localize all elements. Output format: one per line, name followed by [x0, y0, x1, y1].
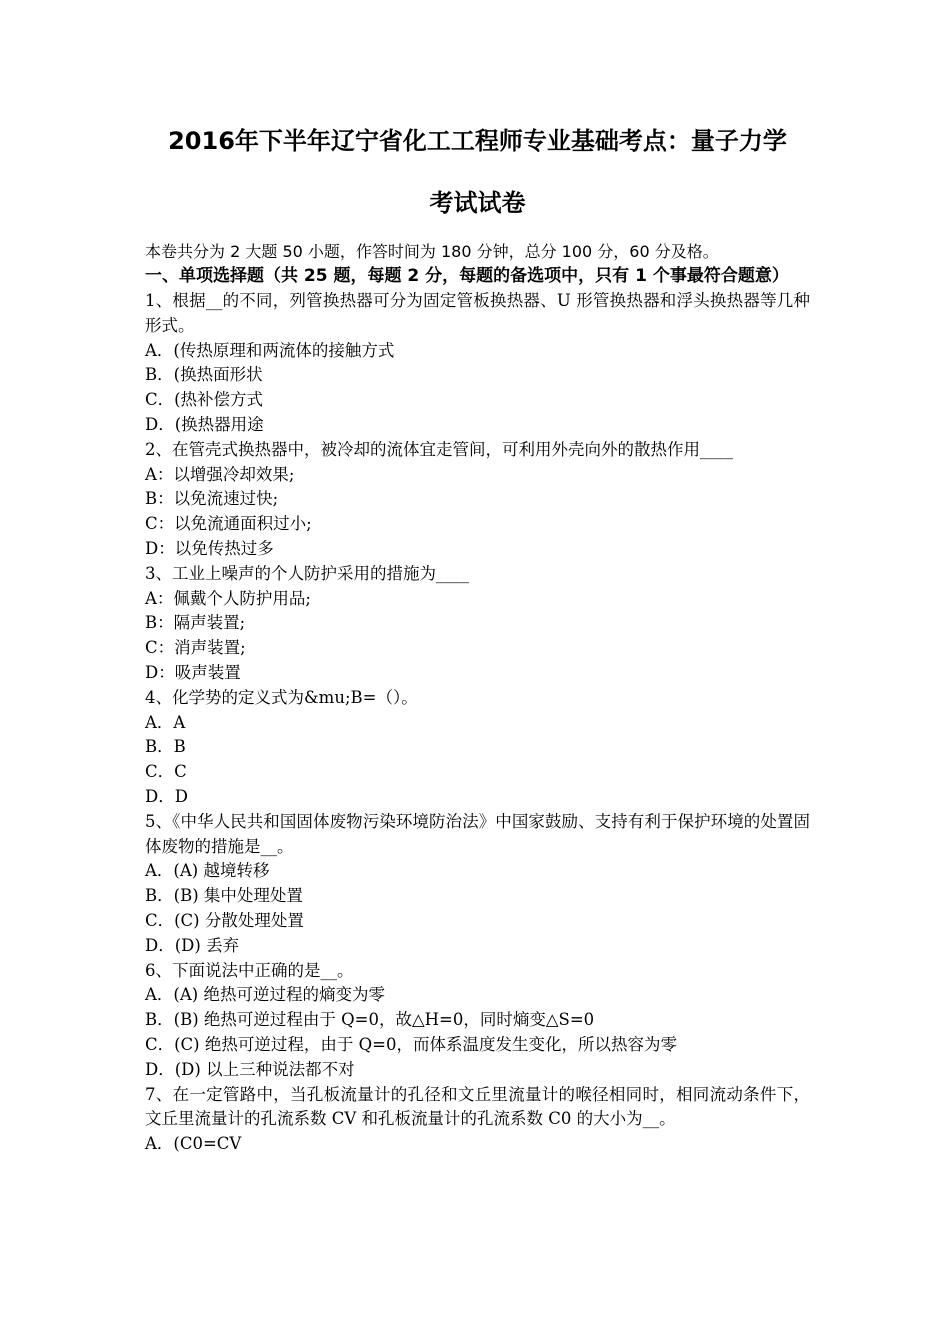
question-text: 7、在一定管路中，当孔板流量计的孔径和文丘里流量计的喉径相同时，相同流动条件下，文丘里流量计的孔流系数 CV 和孔板流量计的孔流系数 C0 的大小为__。 — [145, 1084, 810, 1129]
answer-option: A：佩戴个人防护用品; — [145, 588, 311, 608]
question-text: 1、根据__的不同，列管换热器可分为固定管板换热器、U 形管换热器和浮头换热器等几种形式。 — [145, 291, 810, 335]
question-list — [145, 289, 810, 1157]
title-line-2: 考试试卷 — [429, 189, 526, 217]
document-page — [145, 113, 810, 1157]
answer-option: B．B — [145, 737, 186, 757]
answer-option: C．(C) 绝热可逆过程，由于 Q=0，而体系温度发生变化，所以热容为零 — [145, 1034, 677, 1054]
answer-option: C：消声装置; — [145, 638, 246, 658]
question-text: 4、化学势的定义式为&mu;B=（）。 — [145, 687, 418, 707]
question-item — [145, 810, 810, 959]
answer-option: C．(热补偿方式 — [145, 390, 264, 410]
title-line-1: 2016年下半年辽宁省化工工程师专业基础考点：量子力学 — [168, 127, 787, 155]
answer-option: B：隔声装置; — [145, 613, 246, 633]
question-item — [145, 289, 810, 438]
question-text: 2、在管壳式换热器中，被冷却的流体宜走管间，可利用外壳向外的散热作用____ — [145, 439, 733, 459]
answer-option: C．C — [145, 762, 187, 782]
answer-option: A．(传热原理和两流体的接触方式 — [145, 340, 395, 360]
answer-option: D．D — [145, 786, 188, 806]
answer-option: B：以免流速过快; — [145, 489, 279, 509]
answer-option: A：以增强冷却效果; — [145, 464, 295, 484]
answer-option: B．(B) 集中处理处置 — [145, 886, 303, 906]
answer-option: A．(C0=CV — [145, 1134, 242, 1154]
answer-option: A．A — [145, 712, 186, 732]
section-heading: 一、单项选择题（共 25 题，每题 2 分，每题的备选项中，只有 1 个事最符合题意） — [145, 266, 789, 286]
question-text: 6、下面说法中正确的是__。 — [145, 960, 354, 980]
answer-option: B．(换热面形状 — [145, 365, 263, 385]
question-text: 3、工业上噪声的个人防护采用的措施为____ — [145, 563, 469, 583]
answer-option: D．(换热器用途 — [145, 414, 264, 434]
answer-option: B．(B) 绝热可逆过程由于 Q=0，故△H=0，同时熵变△S=0 — [145, 1010, 595, 1030]
answer-option: D：以免传热过多 — [145, 538, 274, 558]
answer-option: C：以免流通面积过小; — [145, 514, 312, 534]
question-text: 5、《中华人民共和国固体废物污染环境防治法》中国家鼓励、支持有利于保护环境的处置固体废物的措施是__。 — [145, 811, 810, 856]
question-item — [145, 686, 810, 810]
question-item — [145, 1083, 810, 1157]
answer-option: D：吸声装置 — [145, 662, 241, 682]
answer-option: D．(D) 丢弃 — [145, 935, 240, 955]
question-item — [145, 959, 810, 1083]
document-title — [145, 113, 810, 231]
question-item — [145, 562, 810, 686]
question-item — [145, 438, 810, 562]
answer-option: A．(A) 越境转移 — [145, 861, 270, 881]
exam-intro: 本卷共分为 2 大题 50 小题，作答时间为 180 分钟，总分 100 分，60 分及格。 — [145, 242, 719, 261]
answer-option: A．(A) 绝热可逆过程的熵变为零 — [145, 985, 385, 1005]
answer-option: C．(C) 分散处理处置 — [145, 910, 304, 930]
answer-option: D．(D) 以上三种说法都不对 — [145, 1059, 355, 1079]
